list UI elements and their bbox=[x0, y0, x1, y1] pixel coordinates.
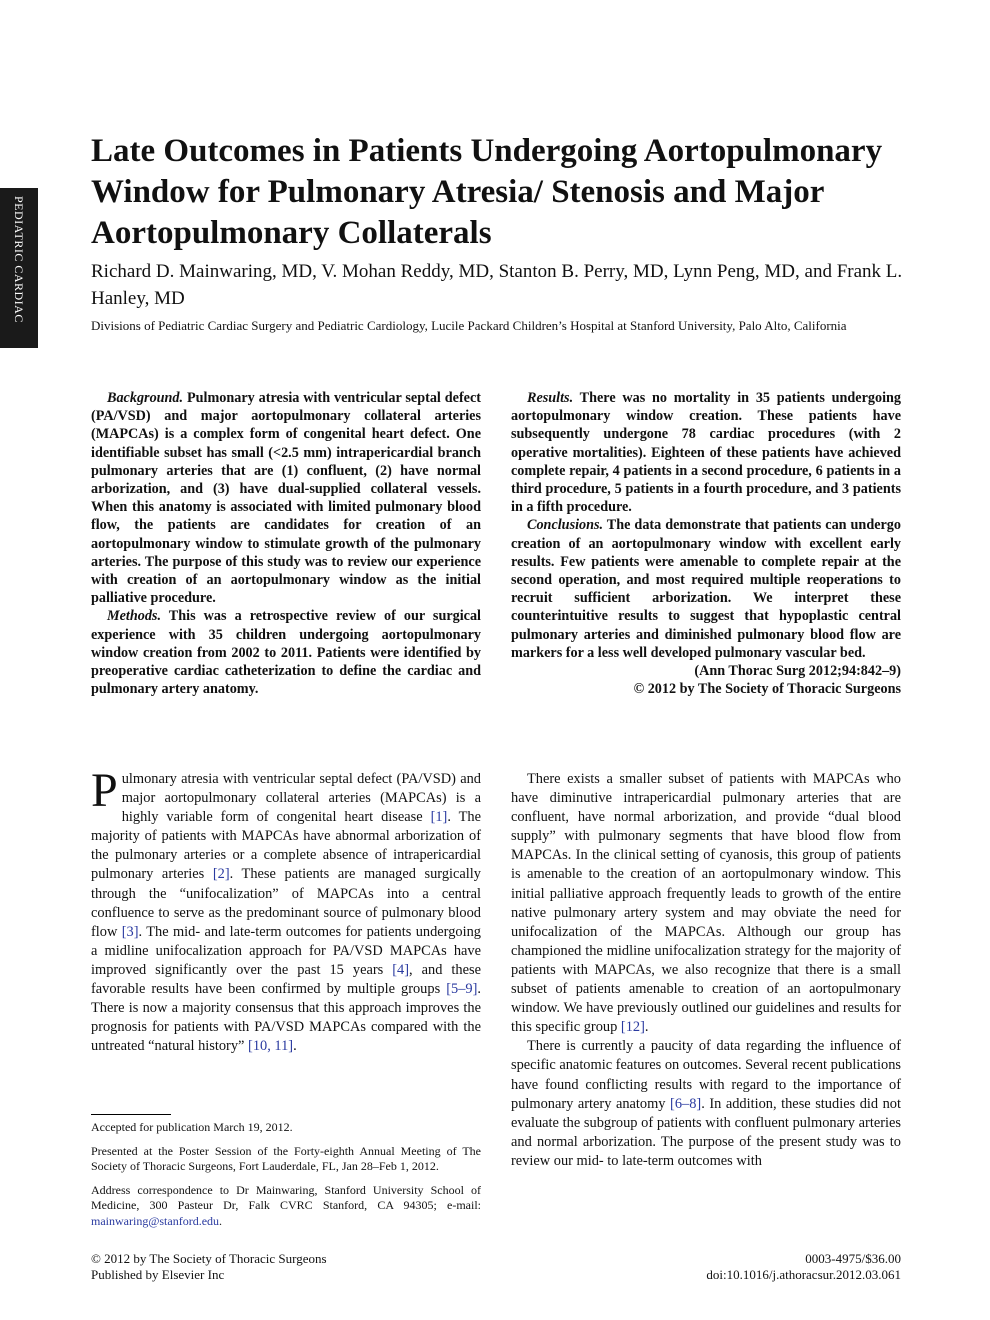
email-link[interactable]: mainwaring@stanford.edu bbox=[91, 1213, 220, 1228]
body-right-column bbox=[511, 770, 901, 1171]
intro-text-7: . bbox=[293, 1038, 297, 1055]
reference-link[interactable]: [3] bbox=[121, 923, 139, 940]
footer-doi: doi:10.1016/j.athoracsur.2012.03.061 bbox=[706, 1266, 901, 1282]
body-left-column bbox=[91, 764, 481, 1056]
reference-link[interactable]: [2] bbox=[212, 866, 230, 883]
abstract-background bbox=[91, 389, 481, 607]
background-label: Background. bbox=[107, 390, 184, 406]
intro-text-1: ulmonary atresia with ventricular septal defect (PA/VSD) and major aortopulmonary collateral arteries (MAPCAs) is a highly variable form of congenital heart disease bbox=[121, 771, 481, 826]
background-text: Pulmonary atresia with ventricular septal defect (PA/VSD) and major aortopulmonary collateral arteries (MAPCAs) is a complex form of congenital heart defect. One identifiable subset has small (<2.5 mm) intrapericardial branch pulmonary arteries that are (1) confluent, (2) have normal arborization, and (3) have dual-supplied collateral vessels. When this anatomy is associated with limited pulmonary blood flow, the patients are candidates for creation of an aortopulmonary window to stimulate growth of the pulmonary arteries. The purpose of this study was to review our experience with creation of an aortopulmonary window as the initial palliative procedure. bbox=[91, 390, 481, 607]
section-side-tab bbox=[0, 188, 38, 348]
conclusions-label: Conclusions. bbox=[527, 517, 604, 534]
drop-cap: P bbox=[91, 764, 118, 817]
side-tab-label: PEDIATRIC CARDIAC bbox=[12, 196, 26, 323]
affiliation: Divisions of Pediatric Cardiac Surgery and Pediatric Cardiology, Lucile Packard Children’s Hospital at Stanford University, Palo Alto, California bbox=[91, 318, 847, 333]
abstract-left-column bbox=[91, 389, 481, 698]
footer-copyright: © 2012 by The Society of Thoracic Surgeons bbox=[91, 1251, 327, 1266]
paragraph-text: . In addition, these studies did not evaluate the subgroup of patients with confluent pulmonary arteries and normal arborization. The purpose of the present study was to review our mid- to late-term outcomes with bbox=[511, 1095, 901, 1169]
correspondence-address: Address correspondence to Dr Mainwaring, Stanford University School of Medicine, 300 Pasteur Dr, Falk CVRC Stanford, CA 94305; e-mail: bbox=[91, 1182, 481, 1212]
reference-link[interactable]: [6–8] bbox=[670, 1095, 702, 1112]
methods-label: Methods. bbox=[107, 608, 161, 625]
article-title: Late Outcomes in Patients Undergoing Aortopulmonary Window for Pulmonary Atresia/ Stenosis and Major Aortopulmonary Collaterals bbox=[91, 133, 883, 251]
paragraph-text: . bbox=[644, 1019, 649, 1036]
journal-citation: (Ann Thorac Surg 2012;94:842–9) bbox=[694, 663, 901, 680]
intro-text-5: , and these favorable results have been confirmed by multiple groups bbox=[91, 961, 481, 998]
author-list: Richard D. Mainwaring, MD, V. Mohan Reddy, MD, Stanton B. Perry, MD, Lynn Peng, MD, and Frank L. Hanley, MD bbox=[91, 261, 903, 309]
body-paragraph bbox=[511, 1037, 901, 1171]
intro-paragraph bbox=[91, 764, 481, 1056]
results-label: Results. bbox=[527, 390, 574, 406]
correspondence-end: . bbox=[219, 1213, 223, 1228]
reference-link[interactable]: [1] bbox=[430, 809, 448, 826]
reference-link[interactable]: [4] bbox=[392, 961, 410, 978]
paragraph-text: There exists a smaller subset of patients with MAPCAs who have diminutive intrapericardial pulmonary arteries that are confluent, have normal arborization, and provide “dual blood supply” with pulmonary segments that have blood flow from MAPCAs. In the clinical setting of cyanosis, this group of patients is amenable to the creation of an aortopulmonary window. This initial palliative approach frequently leads to growth of the entire native pulmonary artery system and may obviate the need for unifocalization of the MAPCAs. Although our group has championed the midline unifocalization strategy for the majority of patients with MAPCAs, we also recognize that there is a small subset of patients amenable to creation of an aortopulmonary window. We have previously outlined our guidelines and results for this specific group bbox=[511, 771, 901, 1036]
presented-note: Presented at the Poster Session of the Forty-eighth Annual Meeting of The Society of Thoracic Surgeons, Fort Lauderdale, FL, Jan 28–Feb 1, 2012. bbox=[91, 1143, 481, 1173]
footer-publisher: Published by Elsevier Inc bbox=[91, 1266, 225, 1282]
intro-text-6: . There is now a majority consensus that this approach improves the prognosis for patients with PA/VSD MAPCAs compared with the untreated “natural history” bbox=[91, 981, 481, 1055]
reference-link[interactable]: [10, 11] bbox=[248, 1038, 294, 1055]
results-text: There was no mortality in 35 patients undergoing aortopulmonary window creation. These patients have subsequently undergone 78 cardiac procedures (with 2 operative mortalities). Eighteen of these patients have achieved complete repair, 4 patients in a second procedure, 6 patients in a third procedure, 5 patients in a fourth procedure, and 3 patients in a fifth procedure. bbox=[511, 390, 901, 516]
body-paragraph bbox=[511, 770, 901, 1037]
footnotes bbox=[91, 1120, 481, 1237]
conclusions-text: The data demonstrate that patients can undergo creation of an aortopulmonary window with excellent early results. Few patients were amenable to complete repair at the second operation, and most required multiple reoperations to recruit sufficient arborization. We interpret these counterintuitive results to suggest that hypoplastic central pulmonary arteries and diminished pulmonary blood flow are markers for a less well developed pulmonary vascular bed. bbox=[511, 517, 901, 661]
methods-text: This was a retrospective review of our surgical experience with 35 children undergoing aortopulmonary window creation from 2002 to 2011. Patients were identified by preoperative cardiac catheterization to define the cardiac and pulmonary artery anatomy. bbox=[91, 608, 481, 698]
abstract-conclusions bbox=[511, 516, 901, 662]
intro-text-2: . The majority of patients with MAPCAs have abnormal arborization of the pulmonary arteries or a complete absence of intrapericardial pulmonary arteries bbox=[91, 809, 481, 883]
abstract-results bbox=[511, 389, 901, 516]
accepted-note: Accepted for publication March 19, 2012. bbox=[91, 1120, 293, 1134]
abstract-copyright: © 2012 by The Society of Thoracic Surgeons bbox=[633, 681, 901, 698]
abstract-methods bbox=[91, 607, 481, 698]
footnote-divider bbox=[91, 1114, 171, 1115]
intro-text-3: . These patients are managed surgically through the “unifocalization” of MAPCAs into a central confluence to serve as the predominant source of pulmonary blood flow bbox=[91, 866, 481, 940]
reference-link[interactable]: [12] bbox=[620, 1019, 645, 1036]
footer-left bbox=[91, 1251, 491, 1282]
reference-link[interactable]: [5–9] bbox=[446, 981, 478, 998]
footer-right bbox=[560, 1251, 901, 1282]
paragraph-text: There is currently a paucity of data regarding the influence of specific anatomic features on outcomes. Several recent publications have found conflicting results with regard to the importance of pulmonary artery anatomy bbox=[511, 1038, 901, 1112]
intro-text-4: . The mid- and late-term outcomes for patients undergoing a midline unifocalization approach for PA/VSD MAPCAs have improved significantly over the past 15 years bbox=[91, 923, 481, 978]
footer-issn: 0003-4975/$36.00 bbox=[805, 1251, 901, 1266]
abstract-right-column bbox=[511, 389, 901, 698]
correspondence-note bbox=[91, 1183, 481, 1230]
